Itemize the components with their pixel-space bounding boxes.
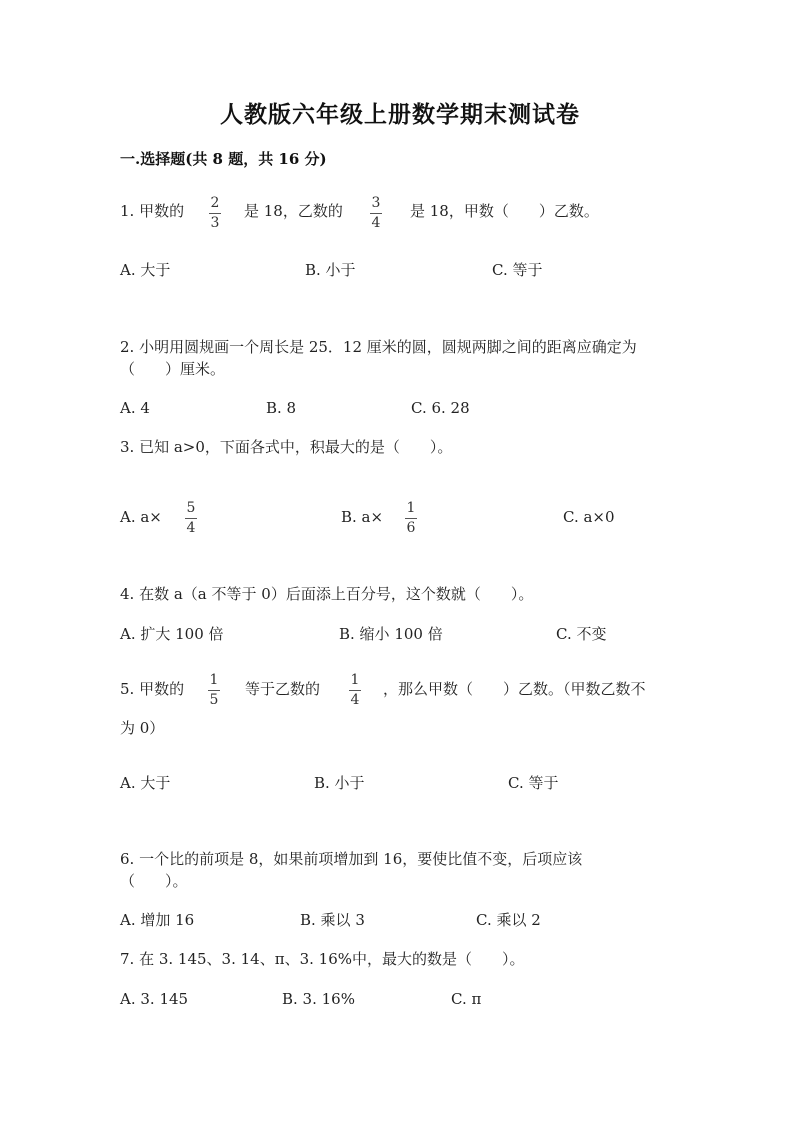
q2-option-c: C. 6. 28: [411, 399, 470, 417]
q4-text: 4. 在数 a（a 不等于 0）后面添上百分号，这个数就（ ）。: [120, 585, 534, 603]
q1-text-part1: 1. 甲数的: [120, 202, 185, 220]
q1-option-c: C. 等于: [492, 261, 543, 279]
fraction-numerator: 1: [406, 500, 416, 516]
fraction-bar: [185, 518, 197, 519]
q5-option-c: C. 等于: [508, 774, 559, 792]
q6-option-c: C. 乘以 2: [476, 911, 541, 929]
fraction-numerator: 3: [371, 195, 381, 211]
q5-fraction-2: [349, 673, 361, 708]
q6-text-line1: 6. 一个比的前项是 8，如果前项增加到 16，要使比值不变，后项应该: [120, 850, 583, 868]
q4-option-c: C. 不变: [556, 625, 607, 643]
q5-fraction-1: [208, 673, 220, 708]
q7-option-c: C. π: [451, 990, 482, 1008]
q3-text: 3. 已知 a>0，下面各式中，积最大的是（ ）。: [120, 438, 453, 456]
fraction-numerator: 5: [186, 500, 196, 516]
q5-option-b: B. 小于: [314, 774, 365, 792]
fraction-bar: [208, 690, 220, 691]
q7-text: 7. 在 3. 145、3. 14、π、3. 16%中，最大的数是（ ）。: [120, 950, 525, 968]
q2-text-line1: 2. 小明用圆规画一个周长是 25．12 厘米的圆，圆规两脚之间的距离应确定为: [120, 338, 637, 356]
page-title: 人教版六年级上册数学期末测试卷: [220, 101, 580, 128]
fraction-denominator: 4: [186, 520, 196, 536]
fraction-bar: [209, 213, 221, 214]
q1-option-a: A. 大于: [120, 261, 171, 279]
q5-text-part2: 等于乙数的: [245, 680, 321, 698]
q3-option-a: A. a×: [120, 508, 162, 526]
fraction-denominator: 4: [371, 215, 381, 231]
q7-option-b: B. 3. 16%: [282, 990, 355, 1008]
fraction-denominator: 3: [210, 215, 220, 231]
q2-text-line2: （ ）厘米。: [120, 360, 226, 378]
fraction-bar: [405, 518, 417, 519]
section-heading: 一.选择题(共 8 题，共 16 分): [120, 150, 327, 168]
fraction-numerator: 1: [209, 672, 219, 688]
q3-option-b: B. a×: [341, 508, 384, 526]
fraction-bar: [370, 213, 382, 214]
fraction-bar: [349, 690, 361, 691]
q1-option-b: B. 小于: [305, 261, 356, 279]
q6-text-line2: （ ）。: [120, 872, 188, 890]
q5-option-a: A. 大于: [120, 774, 171, 792]
q3-option-a-fraction: [185, 501, 197, 536]
q7-option-a: A. 3. 145: [120, 990, 189, 1008]
q3-option-c: C. a×0: [563, 508, 615, 526]
q5-text-part3: ，那么甲数（ ）乙数。（甲数乙数不: [383, 680, 646, 698]
q1-fraction-1: [209, 196, 221, 231]
q5-text-line2: 为 0）: [120, 719, 165, 737]
q1-fraction-2: [370, 196, 382, 231]
q2-option-b: B. 8: [266, 399, 297, 417]
q6-option-a: A. 增加 16: [120, 911, 195, 929]
fraction-denominator: 4: [350, 692, 360, 708]
fraction-numerator: 1: [350, 672, 360, 688]
fraction-numerator: 2: [210, 195, 220, 211]
fraction-denominator: 6: [406, 520, 416, 536]
q4-option-b: B. 缩小 100 倍: [339, 625, 443, 643]
fraction-denominator: 5: [209, 692, 219, 708]
q4-option-a: A. 扩大 100 倍: [120, 625, 224, 643]
q1-text-part3: 是 18，甲数（ ）乙数。: [410, 202, 599, 220]
q5-text-part1: 5. 甲数的: [120, 680, 185, 698]
q3-option-b-fraction: [405, 501, 417, 536]
q1-text-part2: 是 18，乙数的: [244, 202, 343, 220]
q2-option-a: A. 4: [120, 399, 150, 417]
q6-option-b: B. 乘以 3: [300, 911, 365, 929]
